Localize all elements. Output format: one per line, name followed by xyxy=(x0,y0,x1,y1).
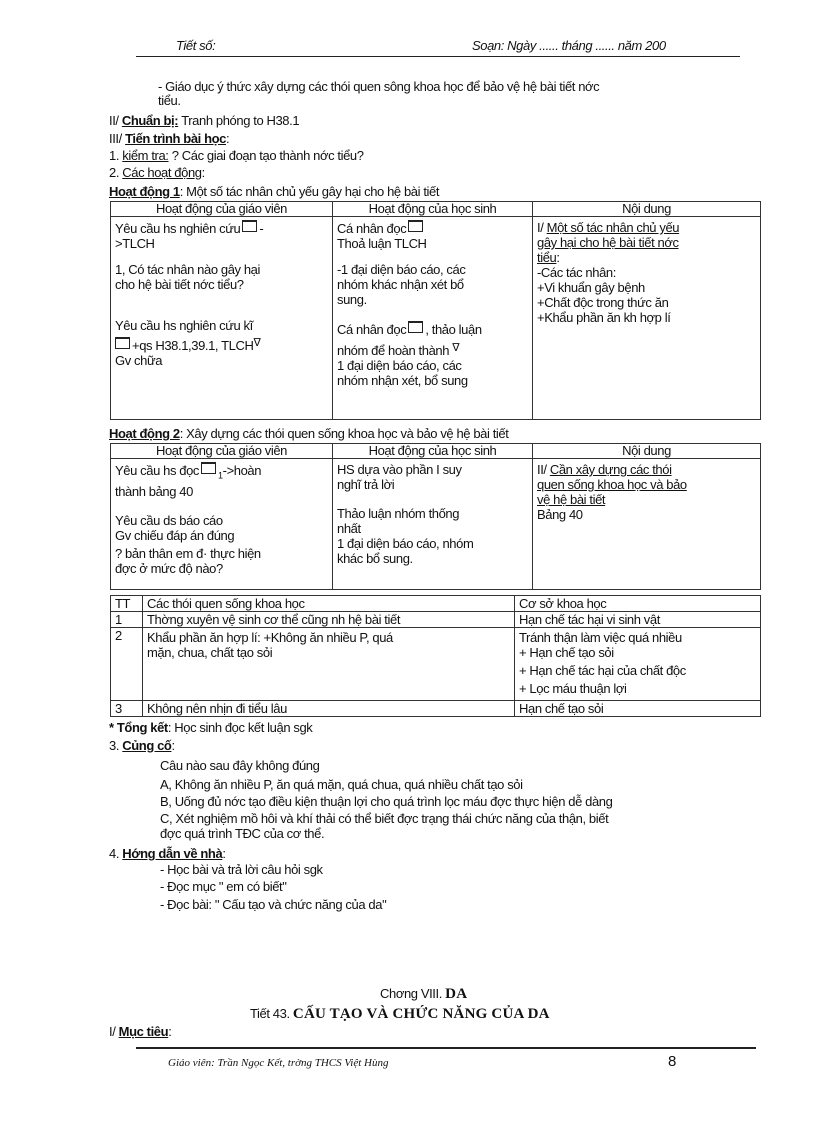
habits-basis-line: + Lọc máu thuận lợi xyxy=(519,681,627,696)
activity1-header-content: Nội dung xyxy=(533,202,761,217)
activity2-title xyxy=(109,426,508,441)
activity1-title xyxy=(109,184,439,199)
book-icon xyxy=(408,321,423,333)
education-objective: - Giáo dục ý thức xây dựng các thói quen sông khoa học để bảo vệ hệ bài tiết nớc xyxy=(158,79,600,94)
a2-content-text: Bảng 40 xyxy=(537,507,583,522)
a1-teacher-question: 1, Có tác nhân nào gây hại xyxy=(115,262,260,277)
a2-student-text: nhất xyxy=(337,521,361,536)
a1-student-text: , thảo luận xyxy=(425,322,482,337)
a2-content-prefix: II/ xyxy=(537,462,547,477)
a2-student-text: Thảo luận nhóm thống xyxy=(337,506,460,521)
materials-text: Tranh phóng to H38.1 xyxy=(181,113,300,128)
a2-teacher-text: Gv chiếu đáp án đúng xyxy=(115,527,235,543)
a1-content-text: +Vi khuẩn gây bệnh xyxy=(537,280,645,295)
footer-teacher: Giáo viên: Trần Ngọc Kết, trờng THCS Việt Hùng xyxy=(168,1057,389,1069)
answer-c: C, Xét nghiệm mồ hôi và khí thải có thể biết đợc trạng thái chức năng của thận, biết xyxy=(160,811,609,826)
activity1-teacher-cell xyxy=(111,217,333,420)
summary-line xyxy=(109,720,312,735)
answer-b: B, Uống đủ nớc tạo điều kiện thuận lợi cho quá trình lọc máu đợc thực hiện dễ dàng xyxy=(160,794,613,809)
a1-student-text: Cá nhân đọc xyxy=(337,322,407,337)
lesson-title: CẤU TẠO VÀ CHỨC NĂNG CỦA DA xyxy=(292,1006,550,1022)
habits-basis-line: + Hạn chế tác hại của chất độc xyxy=(519,663,686,678)
a1-teacher-text: +qs H38.1,39.1, TLCH xyxy=(132,338,254,353)
a2-student-text: nghĩ trả lời xyxy=(337,477,395,492)
check-label: kiểm tra: xyxy=(122,148,169,163)
a1-content-heading: Một số tác nhân chủ yếu xyxy=(546,220,680,235)
habits-habit-line: mặn, chua, chất tạo sỏi xyxy=(147,645,273,660)
a2-content-heading: quen sống khoa học và bảo xyxy=(537,477,687,492)
consolidation-prefix: 3. xyxy=(109,738,120,753)
activity2-table xyxy=(110,443,761,590)
activity2-body-row xyxy=(111,459,761,590)
a1-teacher-text: >TLCH xyxy=(115,236,155,251)
homework-prefix: 4. xyxy=(109,846,120,861)
materials-label: Chuẩn bị: xyxy=(121,113,179,128)
habits-header-habit: Các thói quen sống khoa học xyxy=(143,596,515,612)
summary-text: : Học sinh đọc kết luận sgk xyxy=(167,720,313,735)
a2-teacher-text: Yêu cầu hs đọc xyxy=(115,463,200,478)
activities-label: Các hoạt động xyxy=(122,165,202,180)
a1-content-text: +Chất độc trong thức ăn xyxy=(537,295,669,310)
homework-heading xyxy=(109,846,226,861)
process-prefix: III/ xyxy=(109,131,122,146)
activity2-teacher-cell xyxy=(111,459,333,590)
objectives-colon: : xyxy=(168,1024,172,1039)
habits-header-no: TT xyxy=(111,596,143,612)
habits-row-habit: Thờng xuyên vệ sinh cơ thể cũng nh hệ bài tiết xyxy=(143,612,515,628)
a2-teacher-text: Yêu cầu ds báo cáo xyxy=(115,512,223,528)
page-number: 8 xyxy=(668,1053,676,1070)
activity2-student-cell xyxy=(333,459,533,590)
activity1-text: : Một số tác nhân chủ yếu gây hại cho hệ bài tiết xyxy=(179,184,440,199)
summary-label: * Tổng kết xyxy=(109,720,168,735)
a1-content-colon: : xyxy=(556,250,560,265)
process-label: Tiến trình bài học xyxy=(125,131,226,146)
consolidation-heading xyxy=(109,738,175,753)
a1-student-text: nhóm để hoàn thành xyxy=(337,343,450,358)
habits-habit-line: Khẩu phần ăn hợp lí: +Không ăn nhiều P, quá xyxy=(147,630,393,645)
activity2-header-row xyxy=(111,444,761,459)
a2-student-text: 1 đại diện báo cáo, nhóm xyxy=(337,536,474,551)
habits-header-basis: Cơ sở khoa học xyxy=(515,596,761,612)
a1-teacher-text: - xyxy=(259,221,264,236)
a1-teacher-text: Yêu cầu hs nghiên cứu kĩ xyxy=(115,318,253,333)
consolidation-question: Câu nào sau đây không đúng xyxy=(160,758,320,773)
a1-student-text: 1 đại diện báo cáo, các xyxy=(337,358,462,373)
process-line xyxy=(109,131,229,146)
habits-row-habit xyxy=(143,628,515,701)
a1-content-text: +Khẩu phần ăn kh hợp lí xyxy=(537,310,671,325)
activity1-content-cell xyxy=(533,217,761,420)
chapter-title: DA xyxy=(445,986,468,1002)
a1-content-prefix: I/ xyxy=(537,220,544,235)
book-icon xyxy=(115,337,130,349)
a2-teacher-text: thành bảng 40 xyxy=(115,483,193,499)
triangle-icon: ∇ xyxy=(253,337,261,349)
answer-a: A, Không ăn nhiều P, ăn quá mặn, quá chua, quá nhiều chất tạo sỏi xyxy=(160,777,523,792)
activity1-student-cell xyxy=(333,217,533,420)
activity2-content-cell xyxy=(533,459,761,590)
activity2-text: : Xây dựng các thói quen sống khoa học và bảo vệ hệ bài tiết xyxy=(179,426,509,441)
habits-header-row xyxy=(111,596,761,612)
homework-item: - Đọc bài: " Cấu tạo và chức năng của da" xyxy=(160,897,387,912)
habits-row-no: 2 xyxy=(111,628,143,701)
lesson-prefix: Tiết 43. xyxy=(250,1006,290,1021)
a2-content-heading: Cần xây dựng các thói xyxy=(549,462,672,477)
table-row xyxy=(111,628,761,701)
activity2-header-teacher: Hoạt động của giáo viên xyxy=(111,444,333,459)
activities-colon: : xyxy=(201,165,205,180)
a1-teacher-text: Gv chữa xyxy=(115,353,163,368)
check-line xyxy=(109,148,364,163)
materials-line xyxy=(109,113,299,128)
activities-line xyxy=(109,165,205,180)
objectives-line xyxy=(109,1024,171,1039)
activities-prefix: 2. xyxy=(109,165,120,180)
activity1-header-row xyxy=(111,202,761,217)
homework-item: - Học bài và trả lời câu hỏi sgk xyxy=(160,862,323,877)
a1-content-heading: gây hại cho hệ bài tiết nớc xyxy=(537,235,679,250)
habits-basis-line: + Hạn chế tạo sỏi xyxy=(519,645,614,660)
a2-teacher-text: ->hoàn xyxy=(222,463,262,478)
habits-row-no: 3 xyxy=(111,701,143,717)
process-colon: : xyxy=(225,131,230,146)
a1-content-heading: tiểu xyxy=(537,250,557,265)
activity2-label: Hoạt động 2 xyxy=(109,426,180,441)
a2-teacher-question: ? bản thân em đ· thực hiện xyxy=(115,545,261,561)
habits-row-habit: Không nên nhịn đi tiểu lâu xyxy=(143,701,515,717)
homework-label: Hớng dẫn về nhà xyxy=(122,846,223,861)
chapter-prefix: Chơng VIII. xyxy=(380,986,442,1001)
a1-student-text: nhóm khác nhận xét bổ xyxy=(337,277,464,292)
consolidation-colon: : xyxy=(171,738,175,753)
habits-table xyxy=(110,595,761,717)
activity1-table xyxy=(110,201,761,420)
book-icon xyxy=(242,220,257,232)
habits-basis-line: Tránh thận làm việc quá nhiều xyxy=(519,630,682,645)
check-question: ? Các giai đoạn tạo thành nớc tiểu? xyxy=(171,148,364,163)
habits-row-basis: Hạn chế tạo sỏi xyxy=(515,701,761,717)
lesson-number: Tiết số: xyxy=(176,38,216,53)
check-prefix: 1. xyxy=(109,148,120,163)
activity1-header-student: Hoạt động của học sinh xyxy=(333,202,533,217)
triangle-icon: ∇ xyxy=(452,342,460,354)
materials-prefix: II/ xyxy=(109,113,119,128)
table-row xyxy=(111,612,761,628)
objectives-prefix: I/ xyxy=(109,1024,116,1039)
book-icon xyxy=(408,220,423,232)
activity1-label: Hoạt động 1 xyxy=(109,184,180,199)
header-rule xyxy=(136,56,740,57)
objectives-label: Mục tiêu xyxy=(118,1024,169,1039)
a1-teacher-question: cho hệ bài tiết nớc tiểu? xyxy=(115,277,244,292)
a2-student-text: khác bổ sung. xyxy=(337,551,413,566)
a1-content-text: -Các tác nhân: xyxy=(537,265,616,280)
a2-content-heading: vệ hệ bài tiết xyxy=(537,492,606,507)
homework-colon: : xyxy=(222,846,226,861)
a2-student-text: HS dựa vào phần I suy xyxy=(337,462,462,477)
a1-teacher-text: Yêu cầu hs nghiên cứu xyxy=(115,221,241,236)
a2-teacher-question: đợc ở mức độ nào? xyxy=(115,560,223,576)
a1-student-text: sung. xyxy=(337,292,367,307)
answer-c-cont: đợc quá trình TĐC của cơ thể. xyxy=(160,826,325,841)
activity2-header-content: Nội dung xyxy=(533,444,761,459)
habits-row-no: 1 xyxy=(111,612,143,628)
a1-student-text: nhóm nhận xét, bổ sung xyxy=(337,373,468,388)
education-objective-cont: tiểu. xyxy=(158,93,181,108)
book-icon xyxy=(201,462,216,474)
habits-row-basis: Hạn chế tác hại vi sinh vật xyxy=(515,612,761,628)
footer-rule xyxy=(136,1047,756,1049)
table-row xyxy=(111,701,761,717)
habits-row-basis xyxy=(515,628,761,701)
lesson-heading xyxy=(250,1006,550,1023)
homework-item: - Đọc mục " em có biết" xyxy=(160,879,287,894)
consolidation-label: Củng cố xyxy=(122,738,172,753)
a1-student-text: Cá nhân đọc xyxy=(337,221,407,236)
activity2-header-student: Hoạt động của học sinh xyxy=(333,444,533,459)
activity1-body-row xyxy=(111,217,761,420)
a1-student-text: -1 đại diện báo cáo, các xyxy=(337,262,466,277)
a1-student-text: Thoả luận TLCH xyxy=(337,236,427,251)
a2-sub: 1 xyxy=(218,470,223,481)
chapter-heading xyxy=(380,986,467,1003)
activity1-header-teacher: Hoạt động của giáo viên xyxy=(111,202,333,217)
prepared-date: Soạn: Ngày ...... tháng ...... năm 200 xyxy=(472,38,666,53)
